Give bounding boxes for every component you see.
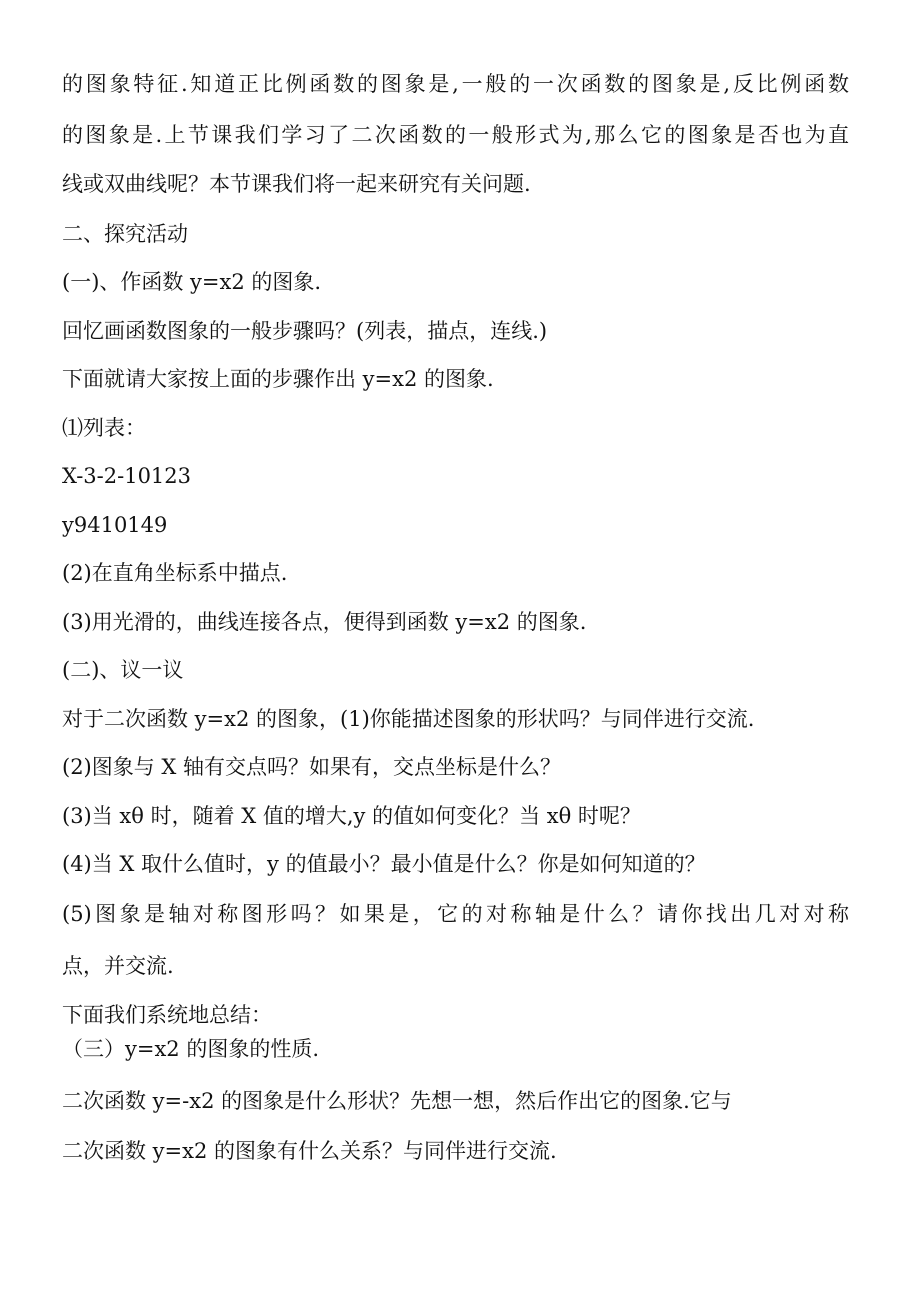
question-line: (2)图象与 X 轴有交点吗？如果有，交点坐标是什么？: [62, 755, 562, 779]
question-line: (3)当 xθ 时，随着 X 值的增大,y 的值如何变化？当 xθ 时呢？: [62, 804, 641, 828]
paragraph-line: 线或双曲线呢？本节课我们将一起来研究有关问题.: [62, 172, 531, 196]
table-row-y: y9410149: [62, 513, 168, 537]
step-label: (2)在直角坐标系中描点.: [62, 561, 288, 585]
question-line: (5)图象是轴对称图形吗？如果是，它的对称轴是什么？请你找出几对对称: [62, 902, 849, 926]
section-heading: 二、探究活动: [62, 222, 188, 246]
question-line: 点，并交流.: [62, 954, 174, 978]
paragraph-line: 的图象特征.知道正比例函数的图象是,一般的一次函数的图象是,反比例函数: [62, 72, 849, 96]
question-line: 对于二次函数 y=x2 的图象，(1)你能描述图象的形状吗？与同伴进行交流.: [62, 707, 755, 731]
paragraph-line: 的图象是.上节课我们学习了二次函数的一般形式为,那么它的图象是否也为直: [62, 123, 849, 147]
subsection-heading: (一)、作函数 y=x2 的图象.: [62, 270, 322, 294]
table-row-x: X-3-2-10123: [62, 464, 192, 488]
question-line: (4)当 X 取什么值时，y 的值最小？最小值是什么？你是如何知道的？: [62, 852, 706, 876]
step-label: ⑴列表：: [62, 416, 146, 440]
subsection-heading: （三）y=x2 的图象的性质.: [62, 1037, 320, 1061]
paragraph-line: 下面我们系统地总结：: [62, 1003, 272, 1027]
paragraph-line: 二次函数 y=-x2 的图象是什么形状？先想一想，然后作出它的图象.它与: [62, 1089, 732, 1113]
paragraph-line: 二次函数 y=x2 的图象有什么关系？与同伴进行交流.: [62, 1139, 557, 1163]
step-label: (3)用光滑的，曲线连接各点，便得到函数 y=x2 的图象.: [62, 610, 587, 634]
subsection-heading: (二)、议一议: [62, 658, 184, 682]
paragraph-line: 回忆画函数图象的一般步骤吗？(列表，描点，连线.): [62, 319, 548, 343]
paragraph-line: 下面就请大家按上面的步骤作出 y=x2 的图象.: [62, 367, 494, 391]
